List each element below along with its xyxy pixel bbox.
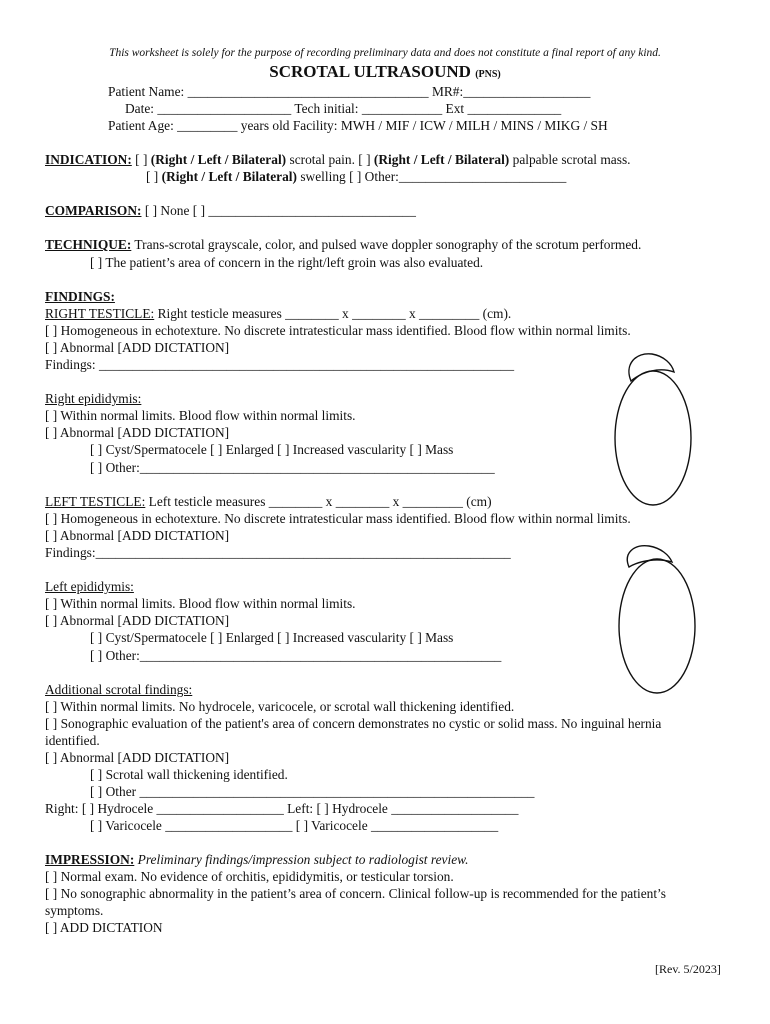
impression-add-dictation-option[interactable]: [ ] ADD DICTATION (45, 920, 163, 935)
technique-groin-option[interactable]: [ ] The patient’s area of concern in the right/left groin was also evaluated. (90, 255, 484, 270)
varicocele-options[interactable]: [ ] Varicocele ___________________ [ ] Varicocele ___________________ (90, 818, 499, 833)
left-testicle-measure-text: Left testicle measures ________ x ________ x _________ (cm) (145, 494, 492, 509)
additional-area-of-concern-option[interactable]: [ ] Sonographic evaluation of the patient's area of concern demonstrates no cystic or solid mass. No inguinal hernia (45, 716, 662, 731)
indication-text: [ ] (146, 169, 162, 184)
technique-line (45, 237, 641, 252)
right-testicle-normal-option[interactable]: [ ] Homogeneous in echotexture. No discrete intratesticular mass identified. Blood flow within normal limits. (45, 323, 631, 338)
right-epididymis-label: Right epididymis: (45, 391, 142, 406)
right-testicle-measure[interactable] (45, 306, 511, 321)
impression-no-abnormality-cont: symptoms. (45, 903, 104, 918)
indication-text: swelling [ ] Other:_________________________ (297, 169, 567, 184)
right-epididymis-abnormal-option[interactable]: [ ] Abnormal [ADD DICTATION] (45, 425, 230, 440)
indication-label: INDICATION: (45, 152, 132, 167)
left-testicle-shape (619, 559, 695, 693)
left-testicle-findings-field[interactable]: Findings:______________________________________________________________ (45, 545, 511, 560)
comparison-label: COMPARISON: (45, 203, 142, 218)
comparison-text: [ ] None [ ] _______________________________ (141, 203, 416, 218)
right-testicle-findings-field[interactable]: Findings: ______________________________________________________________ (45, 357, 515, 372)
indication-line-1[interactable] (45, 152, 631, 167)
hydrocele-options[interactable]: Right: [ ] Hydrocele ___________________ Left: [ ] Hydrocele ___________________ (45, 801, 519, 816)
indication-side: (Right / Left / Bilateral) (150, 152, 287, 167)
comparison-line[interactable] (45, 203, 416, 218)
right-testicle-label: RIGHT TESTICLE: (45, 306, 155, 321)
page-title (0, 64, 770, 82)
technique-label: TECHNIQUE: (45, 237, 132, 252)
impression-note: Preliminary findings/impression subject to radiologist review. (134, 852, 469, 867)
indication-side: (Right / Left / Bilateral) (161, 169, 297, 184)
right-epididymis-other-field[interactable]: [ ] Other:_____________________________________________________ (90, 460, 495, 475)
impression-normal-option[interactable]: [ ] Normal exam. No evidence of orchitis, epididymitis, or testicular torsion. (45, 869, 454, 884)
additional-area-of-concern-cont: identified. (45, 733, 100, 748)
left-epididymis-other-field[interactable]: [ ] Other:______________________________________________________ (90, 648, 502, 663)
indication-line-2[interactable] (146, 169, 566, 184)
additional-normal-option[interactable]: [ ] Within normal limits. No hydrocele, varicocele, or scrotal wall thickening identified. (45, 699, 515, 714)
impression-no-abnormality-option[interactable]: [ ] No sonographic abnormality in the patient’s area of concern. Clinical follow-up is recommended for the patient’s (45, 886, 666, 901)
findings-heading: FINDINGS: (45, 289, 115, 304)
patient-name-line[interactable]: Patient Name: ____________________________________ MR#:___________________ (108, 84, 591, 99)
title-suffix: (PNS) (475, 69, 501, 80)
disclaimer: This worksheet is solely for the purpose of recording preliminary data and does not constitute a final report of any kind. (109, 47, 661, 59)
left-testicle-normal-option[interactable]: [ ] Homogeneous in echotexture. No discrete intratesticular mass identified. Blood flow within normal limits. (45, 511, 631, 526)
indication-text: scrotal pain. [ ] (286, 152, 374, 167)
right-testicle-measure-text: Right testicle measures ________ x ________ x _________ (cm). (154, 306, 512, 321)
right-epididymis-normal-option[interactable]: [ ] Within normal limits. Blood flow within normal limits. (45, 408, 356, 423)
indication-text: palpable scrotal mass. (509, 152, 631, 167)
left-epididymis-detail-options[interactable]: [ ] Cyst/Spermatocele [ ] Enlarged [ ] Increased vascularity [ ] Mass (90, 630, 454, 645)
right-testicle-diagram (615, 354, 691, 505)
scrotal-wall-thickening-option[interactable]: [ ] Scrotal wall thickening identified. (90, 767, 288, 782)
indication-text: [ ] (131, 152, 151, 167)
right-epididymis-shape (629, 354, 674, 381)
left-testicle-label: LEFT TESTICLE: (45, 494, 146, 509)
impression-label: IMPRESSION: (45, 852, 135, 867)
impression-line (45, 852, 468, 867)
left-epididymis-abnormal-option[interactable]: [ ] Abnormal [ADD DICTATION] (45, 613, 230, 628)
left-testicle-measure[interactable] (45, 494, 492, 509)
right-testicle-shape (615, 371, 691, 505)
left-testicle-diagram (619, 546, 695, 693)
date-line[interactable]: Date: ____________________ Tech initial: ____________ Ext ______________ (125, 101, 562, 116)
left-epididymis-label: Left epididymis: (45, 579, 134, 594)
left-epididymis-normal-option[interactable]: [ ] Within normal limits. Blood flow within normal limits. (45, 596, 356, 611)
right-testicle-abnormal-option[interactable]: [ ] Abnormal [ADD DICTATION] (45, 340, 230, 355)
title-text: SCROTAL ULTRASOUND (269, 62, 471, 81)
technique-text: Trans-scrotal grayscale, color, and pulsed wave doppler sonography of the scrotum performed. (131, 237, 642, 252)
revision-label: [Rev. 5/2023] (655, 962, 721, 976)
indication-side: (Right / Left / Bilateral) (373, 152, 510, 167)
left-testicle-abnormal-option[interactable]: [ ] Abnormal [ADD DICTATION] (45, 528, 230, 543)
left-epididymis-shape (627, 546, 672, 567)
additional-other-field[interactable]: [ ] Other ___________________________________________________________ (90, 784, 535, 799)
right-epididymis-detail-options[interactable]: [ ] Cyst/Spermatocele [ ] Enlarged [ ] Increased vascularity [ ] Mass (90, 442, 454, 457)
additional-abnormal-option[interactable]: [ ] Abnormal [ADD DICTATION] (45, 750, 230, 765)
patient-age-line[interactable]: Patient Age: _________ years old Facility: MWH / MIF / ICW / MILH / MINS / MIKG / SH (108, 118, 608, 133)
additional-findings-label: Additional scrotal findings: (45, 682, 193, 697)
